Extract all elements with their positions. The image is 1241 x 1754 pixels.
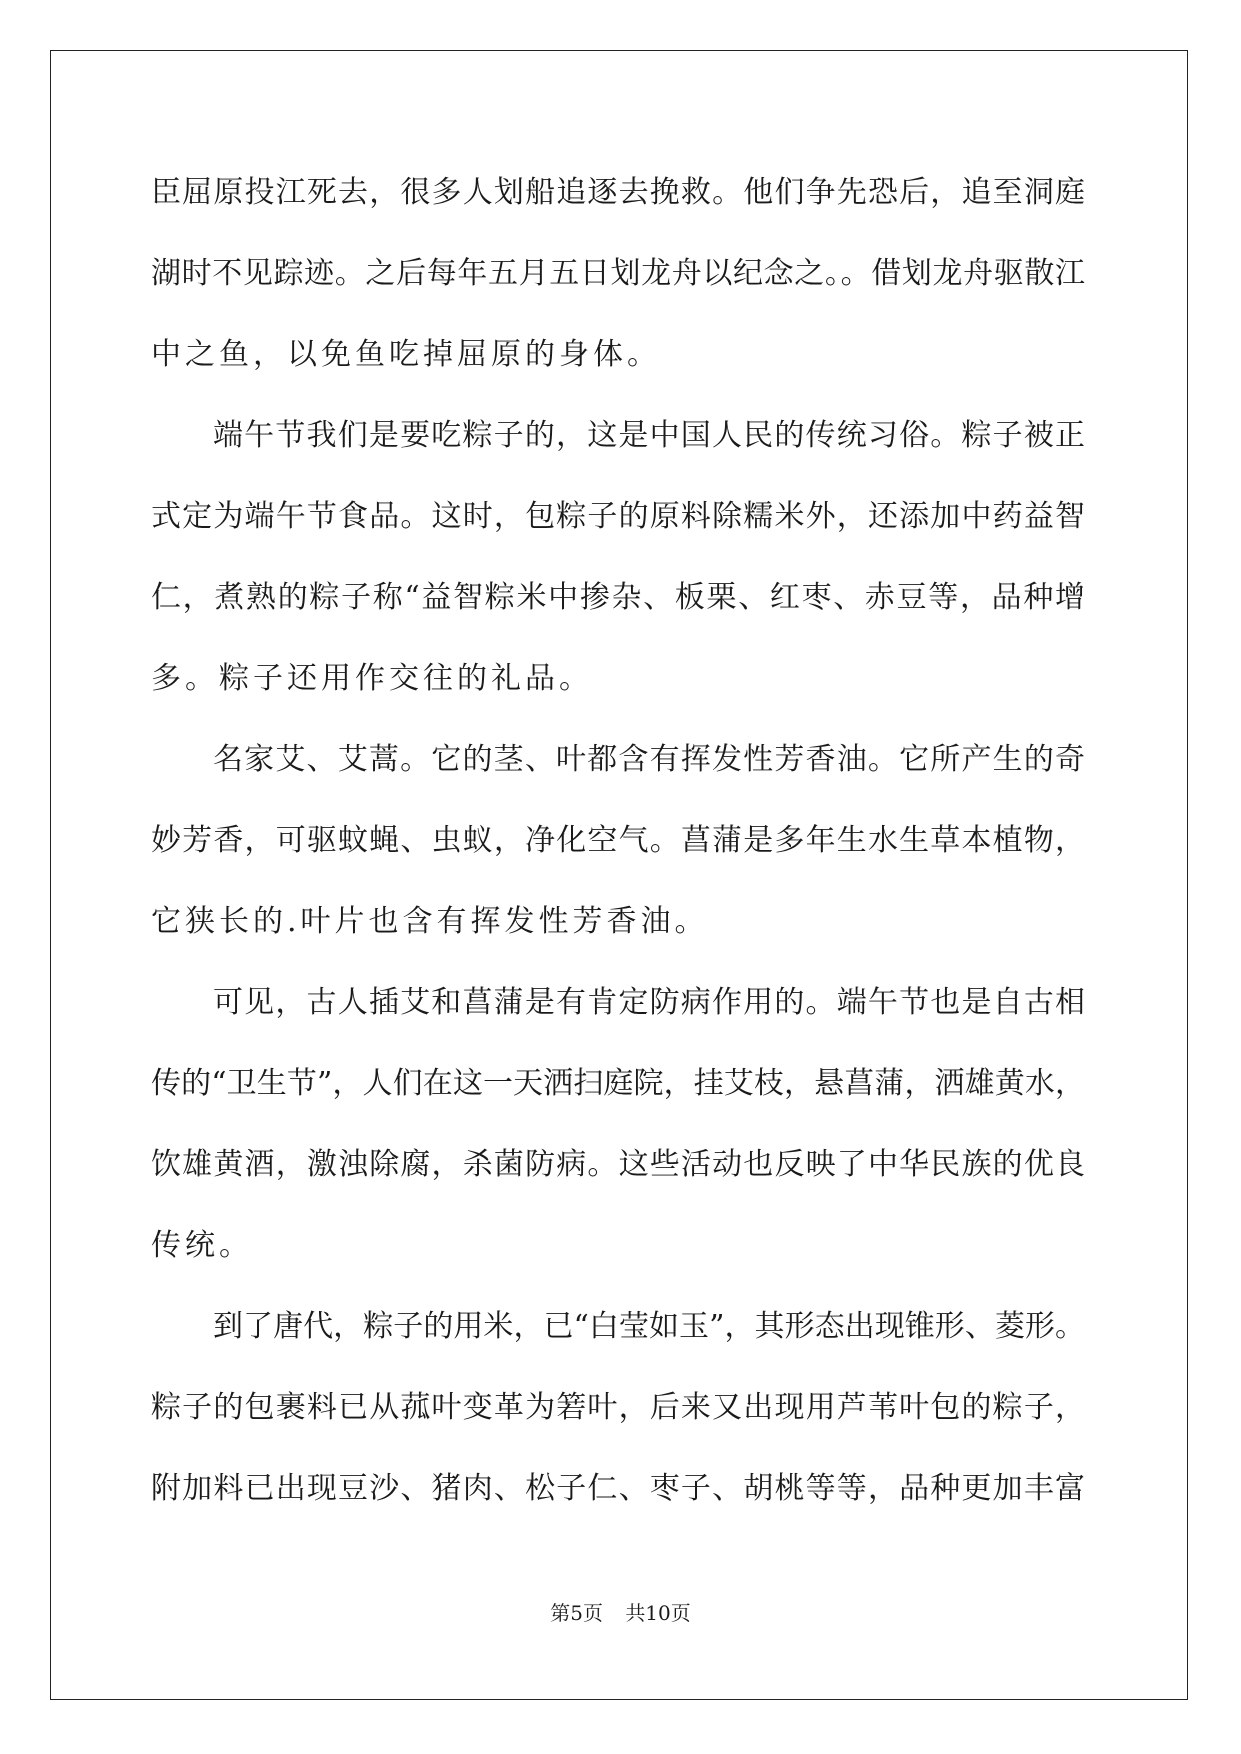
text-line: 臣屈原投江死去，很多人划船追逐去挽救。他们争先恐后，追至洞庭	[151, 175, 1085, 210]
page-footer	[0, 1601, 1241, 1625]
page-number: 第5页	[550, 1601, 603, 1625]
text-line: 仁，煮熟的粽子称“益智粽米中掺杂、板栗、红枣、赤豆等，品种增	[151, 580, 1085, 615]
text-line: 可见，古人插艾和菖蒲是有肯定防病作用的。端午节也是自古相	[213, 985, 1085, 1020]
document-body	[151, 152, 1085, 1529]
text-line: 饮雄黄酒，激浊除腐，杀菌防病。这些活动也反映了中华民族的优良	[151, 1147, 1085, 1182]
text-line: 到了唐代，粽子的用米，已“白莹如玉”，其形态出现锥形、菱形。	[213, 1309, 1085, 1344]
text-line: 粽子的包裹料已从菰叶变革为箬叶，后来又出现用芦苇叶包的粽子，	[151, 1390, 1085, 1425]
text-line: 式定为端午节食品。这时，包粽子的原料除糯米外，还添加中药益智	[151, 499, 1085, 534]
text-line: 妙芳香，可驱蚊蝇、虫蚁，净化空气。菖蒲是多年生水生草本植物，	[151, 823, 1085, 858]
text-line: 它狭长的.叶片也含有挥发性芳香油。	[151, 904, 709, 939]
text-line: 端午节我们是要吃粽子的，这是中国人民的传统习俗。粽子被正	[213, 418, 1085, 453]
text-line: 名家艾、艾蒿。它的茎、叶都含有挥发性芳香油。它所产生的奇	[213, 742, 1085, 777]
text-line: 中之鱼，以免鱼吃掉屈原的身体。	[151, 337, 661, 372]
text-line: 传的“卫生节”，人们在这一天洒扫庭院，挂艾枝，悬菖蒲，洒雄黄水，	[151, 1066, 1085, 1101]
text-line: 湖时不见踪迹。之后每年五月五日划龙舟以纪念之。。借划龙舟驱散江	[151, 256, 1085, 291]
text-line: 附加料已出现豆沙、猪肉、松子仁、枣子、胡桃等等，品种更加丰富	[151, 1471, 1085, 1506]
text-line: 传统。	[151, 1228, 253, 1263]
page-total: 共10页	[625, 1601, 691, 1625]
text-line: 多。粽子还用作交往的礼品。	[151, 661, 593, 696]
